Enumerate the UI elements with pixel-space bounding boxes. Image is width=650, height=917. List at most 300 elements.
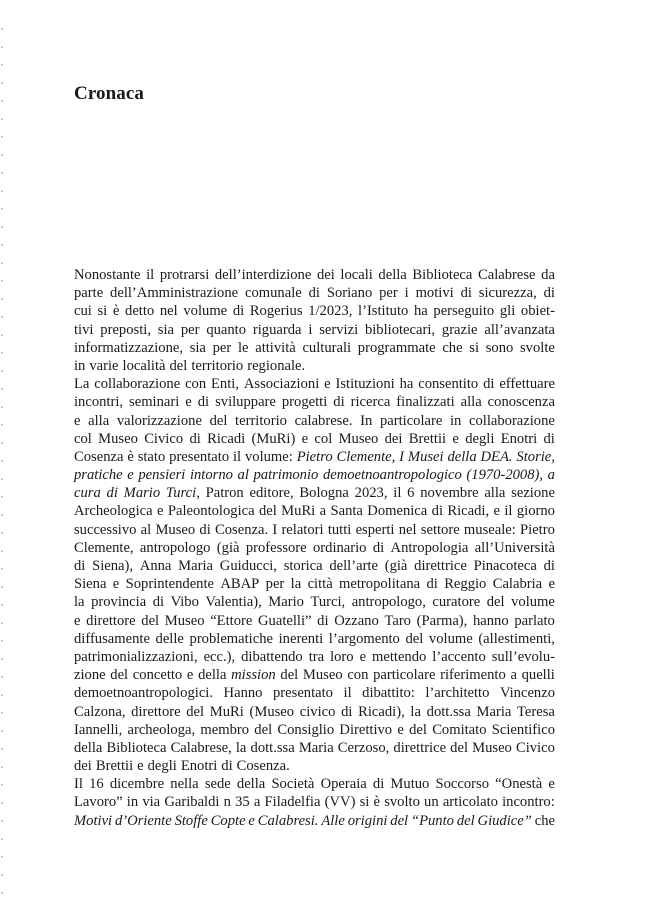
word: per bbox=[379, 285, 398, 302]
word: a bbox=[547, 467, 555, 484]
word: Cosenza bbox=[74, 448, 124, 465]
word: al bbox=[237, 467, 249, 484]
word: col bbox=[74, 430, 92, 447]
word: Anna bbox=[139, 558, 172, 574]
word: I bbox=[399, 448, 405, 465]
word: in bbox=[74, 357, 86, 374]
word: volume bbox=[428, 630, 473, 647]
word: antropologo, bbox=[351, 594, 426, 611]
word: ha bbox=[399, 376, 414, 393]
text-line bbox=[74, 575, 555, 593]
word: si bbox=[359, 794, 370, 811]
word: perseguito bbox=[433, 303, 495, 320]
word: detto bbox=[125, 303, 155, 320]
word: Vibo bbox=[170, 594, 199, 611]
word: Mario bbox=[268, 594, 304, 611]
word: Ricadi, bbox=[447, 503, 490, 520]
word: e bbox=[324, 376, 331, 393]
word: valorizzazione bbox=[116, 412, 202, 429]
word: Museo bbox=[472, 739, 512, 756]
word: n bbox=[223, 794, 231, 811]
word: Soprintendente bbox=[125, 576, 214, 593]
text-line bbox=[74, 357, 555, 375]
word: della bbox=[198, 667, 227, 684]
word: civico bbox=[299, 703, 336, 720]
word: di bbox=[543, 430, 555, 447]
word: Copte bbox=[210, 812, 246, 829]
word: programmate bbox=[357, 339, 436, 356]
word: del bbox=[409, 721, 427, 738]
word: Maria bbox=[178, 558, 214, 574]
word: d’Oriente bbox=[114, 812, 172, 829]
word: Hanno bbox=[223, 685, 263, 702]
word: la bbox=[290, 576, 302, 593]
word: e bbox=[74, 412, 81, 429]
word: regionale. bbox=[247, 357, 306, 374]
word: svolto bbox=[384, 794, 420, 811]
word: ABAP bbox=[220, 576, 260, 593]
word: ricerca bbox=[350, 394, 391, 411]
word: sviluppare bbox=[215, 394, 276, 411]
word: e bbox=[248, 812, 255, 829]
text-line bbox=[74, 612, 555, 630]
word: si bbox=[469, 339, 480, 356]
word: ecc.), bbox=[203, 648, 236, 665]
text-line bbox=[74, 466, 555, 484]
word: e bbox=[548, 776, 555, 793]
word: in bbox=[126, 794, 139, 811]
word: articolato bbox=[442, 794, 498, 811]
word: Museo bbox=[338, 430, 379, 447]
word: del bbox=[450, 739, 469, 756]
word: di bbox=[106, 485, 118, 502]
text-line bbox=[74, 448, 555, 466]
word: Pietro bbox=[520, 521, 555, 538]
word: Motivi bbox=[74, 812, 113, 829]
word: direttore bbox=[86, 612, 136, 629]
word: sia bbox=[157, 321, 175, 338]
word: nel bbox=[398, 521, 417, 538]
word: presentato bbox=[169, 448, 230, 465]
word: del bbox=[209, 412, 228, 429]
word: Ricadi), bbox=[358, 703, 405, 720]
text-line bbox=[74, 539, 555, 557]
word: un bbox=[424, 794, 439, 811]
word: Bologna bbox=[299, 485, 349, 502]
word: Turci, bbox=[165, 485, 200, 502]
word: che bbox=[534, 812, 555, 829]
word: dell’interdizione bbox=[214, 267, 312, 283]
word: Cosenza. bbox=[215, 521, 269, 538]
word: Musei bbox=[407, 448, 444, 465]
word: informatizzazione, bbox=[74, 339, 183, 356]
word: degli bbox=[465, 430, 495, 447]
word: bibliotecari, bbox=[364, 321, 436, 338]
word: Biblioteca bbox=[412, 267, 473, 283]
word: sia bbox=[189, 339, 206, 356]
word: (VV) bbox=[324, 794, 356, 811]
word: (già bbox=[216, 539, 240, 556]
word: Maria bbox=[298, 739, 334, 756]
word: novembre bbox=[420, 485, 479, 502]
word: dibattendo bbox=[241, 648, 303, 665]
word: Soccorso bbox=[435, 776, 490, 793]
word: 1/2023, bbox=[308, 303, 353, 320]
word: al bbox=[140, 521, 152, 538]
word: Stoffe bbox=[174, 812, 208, 829]
word: del bbox=[169, 357, 188, 374]
word: tutti bbox=[327, 521, 352, 538]
word: dei bbox=[384, 430, 403, 447]
word: Calabresi. bbox=[257, 812, 319, 829]
text-line bbox=[74, 721, 555, 739]
word: 35 bbox=[235, 794, 250, 811]
word: ha bbox=[413, 303, 428, 320]
word: La bbox=[74, 376, 90, 393]
word: di bbox=[308, 285, 320, 302]
word: patrimonializzazioni, bbox=[74, 648, 198, 665]
word: il bbox=[393, 485, 402, 502]
word: Museo bbox=[302, 667, 343, 684]
text-line bbox=[74, 812, 555, 830]
word: del bbox=[456, 812, 475, 829]
word: Taro bbox=[384, 612, 411, 629]
word: sull’evolu- bbox=[491, 648, 555, 665]
word: le bbox=[237, 339, 249, 356]
word: è bbox=[373, 794, 381, 811]
word: delle bbox=[155, 630, 184, 647]
word: I bbox=[272, 521, 278, 538]
word: editore, bbox=[249, 485, 294, 502]
word: e bbox=[397, 721, 404, 738]
word: che bbox=[442, 339, 463, 356]
word: sono bbox=[485, 339, 514, 356]
word: dell’Amministrazione bbox=[110, 285, 239, 302]
word: Patron bbox=[205, 485, 244, 502]
word: stato bbox=[137, 448, 166, 465]
word: di bbox=[431, 503, 443, 520]
word: Civico bbox=[515, 739, 555, 756]
word: Civico bbox=[144, 430, 184, 447]
word: di bbox=[483, 376, 495, 393]
text-line bbox=[74, 666, 555, 684]
word: Scientifico bbox=[491, 721, 555, 738]
word: dell’arte bbox=[329, 558, 378, 574]
word: pratiche bbox=[74, 467, 123, 484]
word: Alle bbox=[321, 812, 345, 829]
word: grazie bbox=[441, 321, 478, 338]
word: di bbox=[317, 612, 329, 629]
word: della bbox=[236, 776, 266, 793]
word: parte bbox=[74, 285, 104, 302]
word: incontri, bbox=[74, 394, 124, 411]
word: cura bbox=[74, 485, 101, 502]
word: di bbox=[543, 558, 555, 574]
word: Guiducci, bbox=[219, 558, 277, 574]
word: relatori bbox=[281, 521, 324, 538]
word: volume: bbox=[244, 448, 293, 465]
word: e bbox=[137, 758, 144, 775]
word: storica bbox=[283, 558, 323, 574]
word: intorno bbox=[189, 467, 233, 484]
word: Guatelli” bbox=[258, 612, 312, 629]
word: e bbox=[359, 648, 367, 665]
word: Enti, bbox=[211, 376, 239, 393]
word: 2023, bbox=[354, 485, 388, 502]
word: finalizzati bbox=[396, 394, 455, 411]
word: cui bbox=[74, 303, 92, 320]
word: MuRi bbox=[209, 703, 244, 720]
word: l’accento bbox=[432, 648, 486, 665]
word: (allestimenti, bbox=[478, 630, 555, 647]
word: e bbox=[185, 394, 192, 411]
word: Reggio bbox=[444, 576, 487, 593]
word: e bbox=[186, 667, 194, 684]
page-title: Cronaca bbox=[74, 83, 145, 104]
word: a bbox=[253, 794, 261, 811]
word: e bbox=[156, 503, 164, 520]
word: Associazioni bbox=[243, 376, 320, 393]
word: MuRi bbox=[281, 503, 316, 520]
word: Garibaldi bbox=[164, 794, 220, 811]
word: Rogerius bbox=[249, 303, 303, 320]
word: con bbox=[185, 376, 207, 393]
word: locali bbox=[340, 267, 373, 283]
text-line bbox=[74, 630, 555, 648]
word: attività bbox=[255, 339, 296, 356]
text-line bbox=[74, 757, 555, 775]
word: Vincenzo bbox=[499, 685, 555, 702]
word: volume bbox=[183, 303, 228, 320]
word: mettendo bbox=[372, 648, 427, 665]
word: Comitato bbox=[432, 721, 487, 738]
word: dei bbox=[74, 758, 92, 775]
word: origini bbox=[347, 812, 388, 829]
word: 16 bbox=[89, 776, 104, 793]
word: conoscenza bbox=[487, 394, 555, 411]
word: demoetnoantropologici. bbox=[74, 685, 214, 702]
word: all’avanzata bbox=[484, 321, 555, 338]
word: l’architetto bbox=[425, 685, 490, 702]
word: del bbox=[254, 721, 273, 738]
word: incontro: bbox=[502, 794, 555, 811]
word: l’Istituto bbox=[358, 303, 409, 320]
text-line bbox=[74, 321, 555, 339]
word: “Punto bbox=[410, 812, 454, 829]
word: e bbox=[112, 576, 120, 593]
text-line bbox=[74, 703, 555, 721]
word: seminari bbox=[129, 394, 180, 411]
scan-edge-marks bbox=[1, 20, 3, 900]
word: di bbox=[341, 703, 353, 720]
word: “Ettore bbox=[210, 612, 253, 629]
word: diffusamente bbox=[74, 630, 150, 647]
word: giorno bbox=[516, 503, 555, 520]
word: Turci, bbox=[310, 594, 346, 611]
word: il bbox=[343, 685, 352, 702]
word: sezione bbox=[511, 485, 555, 502]
word: via bbox=[142, 794, 161, 811]
word: con bbox=[347, 667, 369, 684]
text-line bbox=[74, 648, 555, 666]
word: DEA. bbox=[480, 448, 513, 465]
word: è bbox=[112, 303, 120, 320]
word: Teresa bbox=[517, 703, 555, 720]
word: all’Università bbox=[474, 539, 555, 556]
word: Direttivo bbox=[339, 721, 393, 738]
text-line bbox=[74, 775, 555, 793]
word: (MuRi) bbox=[251, 430, 296, 447]
word: problematiche bbox=[189, 630, 273, 647]
text-line bbox=[74, 684, 555, 702]
word: per bbox=[212, 339, 232, 356]
word: il bbox=[233, 448, 242, 465]
word: Cosenza. bbox=[236, 758, 290, 775]
text-line bbox=[74, 339, 555, 357]
text-line bbox=[74, 502, 555, 520]
word: curatore bbox=[432, 594, 481, 611]
word: alla bbox=[460, 394, 482, 411]
word: del bbox=[141, 612, 160, 629]
word: di bbox=[232, 303, 245, 320]
word: sede bbox=[204, 776, 231, 793]
word: culturali bbox=[302, 339, 352, 356]
word: protrarsi bbox=[159, 267, 210, 283]
word: località bbox=[122, 357, 166, 374]
word: tra bbox=[308, 648, 325, 665]
word: collaborazione bbox=[94, 376, 181, 393]
word: Siena), bbox=[92, 558, 134, 574]
word: antropologo bbox=[139, 539, 211, 556]
text-line bbox=[74, 375, 555, 393]
word: alla bbox=[88, 412, 110, 429]
word: patrimonio bbox=[253, 467, 319, 484]
word: Soriano bbox=[326, 285, 373, 302]
text-line bbox=[74, 284, 555, 302]
word: obiet- bbox=[520, 303, 555, 320]
word: zione bbox=[74, 667, 106, 684]
word: città bbox=[307, 576, 333, 593]
word: Museo bbox=[98, 430, 138, 447]
word: alla bbox=[484, 485, 506, 502]
word: riferimento bbox=[440, 667, 506, 684]
text-line bbox=[74, 430, 555, 448]
word: il bbox=[504, 503, 513, 520]
word: i bbox=[308, 321, 313, 338]
word: del bbox=[280, 667, 299, 684]
word: della bbox=[74, 739, 103, 756]
text-line bbox=[74, 793, 555, 811]
word: provincia bbox=[91, 594, 147, 611]
word: in bbox=[449, 412, 462, 429]
word: Brettii bbox=[408, 430, 447, 447]
word: quelli bbox=[521, 667, 555, 684]
word: Pietro bbox=[296, 448, 333, 465]
word: di bbox=[199, 521, 211, 538]
word: degli bbox=[147, 758, 177, 775]
word: dott.ssa bbox=[426, 703, 471, 720]
word: settore bbox=[420, 521, 460, 538]
word: archeologa, bbox=[127, 721, 196, 738]
word: la bbox=[410, 703, 421, 720]
word: del bbox=[110, 667, 129, 684]
word: e bbox=[74, 612, 81, 629]
word: (Parma), bbox=[416, 612, 468, 629]
word: gli bbox=[499, 303, 516, 320]
text-line bbox=[74, 739, 555, 757]
text-line bbox=[74, 412, 555, 430]
word: Domenica bbox=[367, 503, 428, 520]
word: Antropologia bbox=[390, 539, 469, 556]
word: parlato bbox=[514, 612, 555, 629]
word: ordinario bbox=[312, 539, 367, 556]
word: Maria bbox=[476, 703, 512, 720]
word: Museo bbox=[164, 612, 205, 629]
word: nella bbox=[170, 776, 199, 793]
word: la bbox=[235, 739, 247, 756]
word: particolare bbox=[379, 412, 443, 429]
word: Museo bbox=[155, 521, 196, 538]
word: esperti bbox=[355, 521, 395, 538]
word: quanto bbox=[206, 321, 247, 338]
word: particolare bbox=[373, 667, 436, 684]
word: preposti, bbox=[100, 321, 151, 338]
word: Ozzano bbox=[334, 612, 379, 629]
word: di bbox=[152, 594, 165, 611]
word: di bbox=[460, 285, 472, 302]
word: il bbox=[146, 267, 155, 283]
word: Iannelli, bbox=[74, 721, 123, 738]
word: Siena bbox=[74, 576, 107, 593]
word: Paleontologica bbox=[167, 503, 255, 520]
word: inerenti bbox=[278, 630, 324, 647]
word: Calzona, bbox=[74, 703, 126, 720]
text-line bbox=[74, 484, 555, 502]
word: Brettii bbox=[95, 758, 134, 775]
word: direttrice bbox=[393, 739, 447, 756]
word: Clemente, bbox=[74, 539, 134, 556]
word: comunale bbox=[245, 285, 302, 302]
word: e bbox=[301, 430, 309, 447]
word: membro bbox=[200, 721, 250, 738]
word: di bbox=[74, 558, 86, 574]
body-text bbox=[74, 266, 555, 830]
word: metropolitana bbox=[339, 576, 421, 593]
word: “Onestà bbox=[495, 776, 543, 793]
word: Biblioteca bbox=[106, 739, 167, 756]
word: 6 bbox=[407, 485, 415, 502]
word: Ricadi bbox=[207, 430, 246, 447]
word: da bbox=[541, 267, 555, 283]
word: effettuare bbox=[499, 376, 555, 393]
word: concetto bbox=[132, 667, 183, 684]
text-line bbox=[74, 557, 555, 575]
word: territorio bbox=[235, 412, 287, 429]
word: l’argomento bbox=[328, 630, 400, 647]
word: presentato bbox=[273, 685, 333, 702]
word: sicurezza, bbox=[478, 285, 537, 302]
word: Giudice” bbox=[477, 812, 532, 829]
word: Istituzioni bbox=[335, 376, 395, 393]
word: loro bbox=[330, 648, 354, 665]
word: a bbox=[510, 667, 517, 684]
word: del bbox=[486, 594, 505, 611]
word: i bbox=[404, 285, 409, 302]
word: hanno bbox=[472, 612, 509, 629]
word: demoetnoantropologico bbox=[322, 467, 462, 484]
word: direttore bbox=[131, 703, 181, 720]
word: mission bbox=[231, 667, 276, 684]
